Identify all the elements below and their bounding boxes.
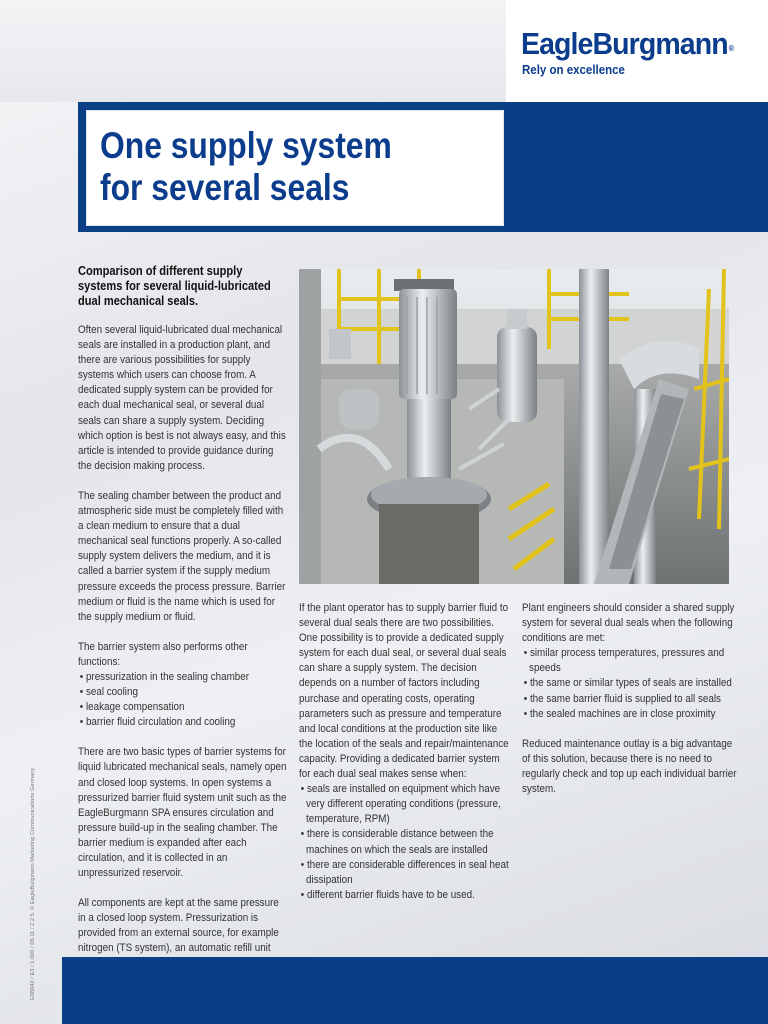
page-title: One supply system for several seals [100, 125, 392, 208]
logo-panel [506, 0, 768, 102]
pump-installation-image [299, 269, 729, 584]
list-item: • there is considerable distance between the machines on which the seals are installed [299, 827, 509, 857]
header-background [0, 0, 506, 102]
plant-photo [299, 269, 729, 584]
paragraph: The sealing chamber between the product and atmospheric side must be completely filled with a clean medium to ensure that a dual mechanical seal functions properly. A so-called supply system delivers the medium, and it is called a barrier system if the supply medium pressure exceeds the process pressure. Barrier medium or fluid is the name which is used for the supply medium or fluid. [78, 489, 286, 623]
column-1 [78, 264, 288, 1002]
list-item: • pressurization in the sealing chamber [78, 670, 288, 685]
dedicated-conditions-list [299, 782, 509, 903]
paragraph: All components are kept at the same pressure in a closed loop system. Pressurization is provided from an external source, for example nitrogen (TS system), an automatic refill unit [78, 897, 279, 955]
list-item: • there are considerable differences in seal heat dissipation [299, 858, 509, 888]
paragraph: Often several liquid-lubricated dual mechanical seals are installed in a production plant, and there are various possibilities for supply systems which users can choose from. A dedicated supply system can be provided for each dual mechanical seal, or several dual seals can share a supply system. Deciding which option is best is not always easy, and this article is intended to provide guidance during the decision making process. [78, 324, 286, 472]
list-item: • different barrier fluids have to be used. [299, 888, 509, 903]
list-item: • the sealed machines are in close proximity [522, 707, 737, 722]
column-3 [522, 601, 737, 812]
paragraph: There are two basic types of barrier systems for liquid lubricated mechanical seals, namely open and closed loop systems. In open systems a pressurized barrier fluid system unit such as the EagleBurgmann SPA ensures circulation and pressure build-up in the sealing chamber. The barrier medium is expanded after each circulation, and it is collected in an unpressurized reservoir. [78, 746, 287, 880]
list-item: • the same barrier fluid is supplied to all seals [522, 692, 737, 707]
paragraph: The barrier system also performs other functions: [78, 640, 248, 668]
paragraph: Plant engineers should consider a shared supply system for several dual seals when the following conditions are met: [522, 602, 735, 645]
brand-tagline: Rely on excellence [522, 63, 625, 77]
title-box [86, 110, 504, 226]
functions-list [78, 670, 288, 730]
list-item: • leakage compensation [78, 700, 288, 715]
lead-paragraph: Comparison of different supply systems for several liquid-lubricated dual mechanical seals. [78, 264, 271, 308]
paragraph: Reduced maintenance outlay is a big advantage of this solution, because there is no need to regularly check and top up each individual barrier system. [522, 737, 737, 796]
shared-conditions-list [522, 646, 737, 721]
list-item: • barrier fluid circulation and cooling [78, 715, 288, 730]
list-item: • seals are installed on equipment which have very different operating conditions (pressure, temperature, RPM) [299, 782, 509, 827]
list-item: • the same or similar types of seals are installed [522, 676, 737, 691]
paragraph: If the plant operator has to supply barrier fluid to several dual seals there are two possibilities. One possibility is to provide a dedicated supply system for each dual seal, or several dual seals can share a supply system. The decision depends on a number of factors including purchase and operating costs, operating parameters such as pressure and temperature and local conditions at the production site like the location of the seals and repair/maintenance capacity. Providing a dedicated barrier system for each dual seal makes sense when: [299, 602, 509, 781]
print-reference: E08042 / E3 / 1.000 / 06.11 / 2.2.5. © EagleBurgmann Marketing Communications Germany [30, 767, 36, 1000]
list-item: • seal cooling [78, 685, 288, 700]
column-2 [299, 601, 509, 918]
footer-band [62, 957, 768, 1024]
list-item: • similar process temperatures, pressures and speeds [522, 646, 737, 676]
brand-logo: EagleBurgmann® [521, 26, 734, 61]
